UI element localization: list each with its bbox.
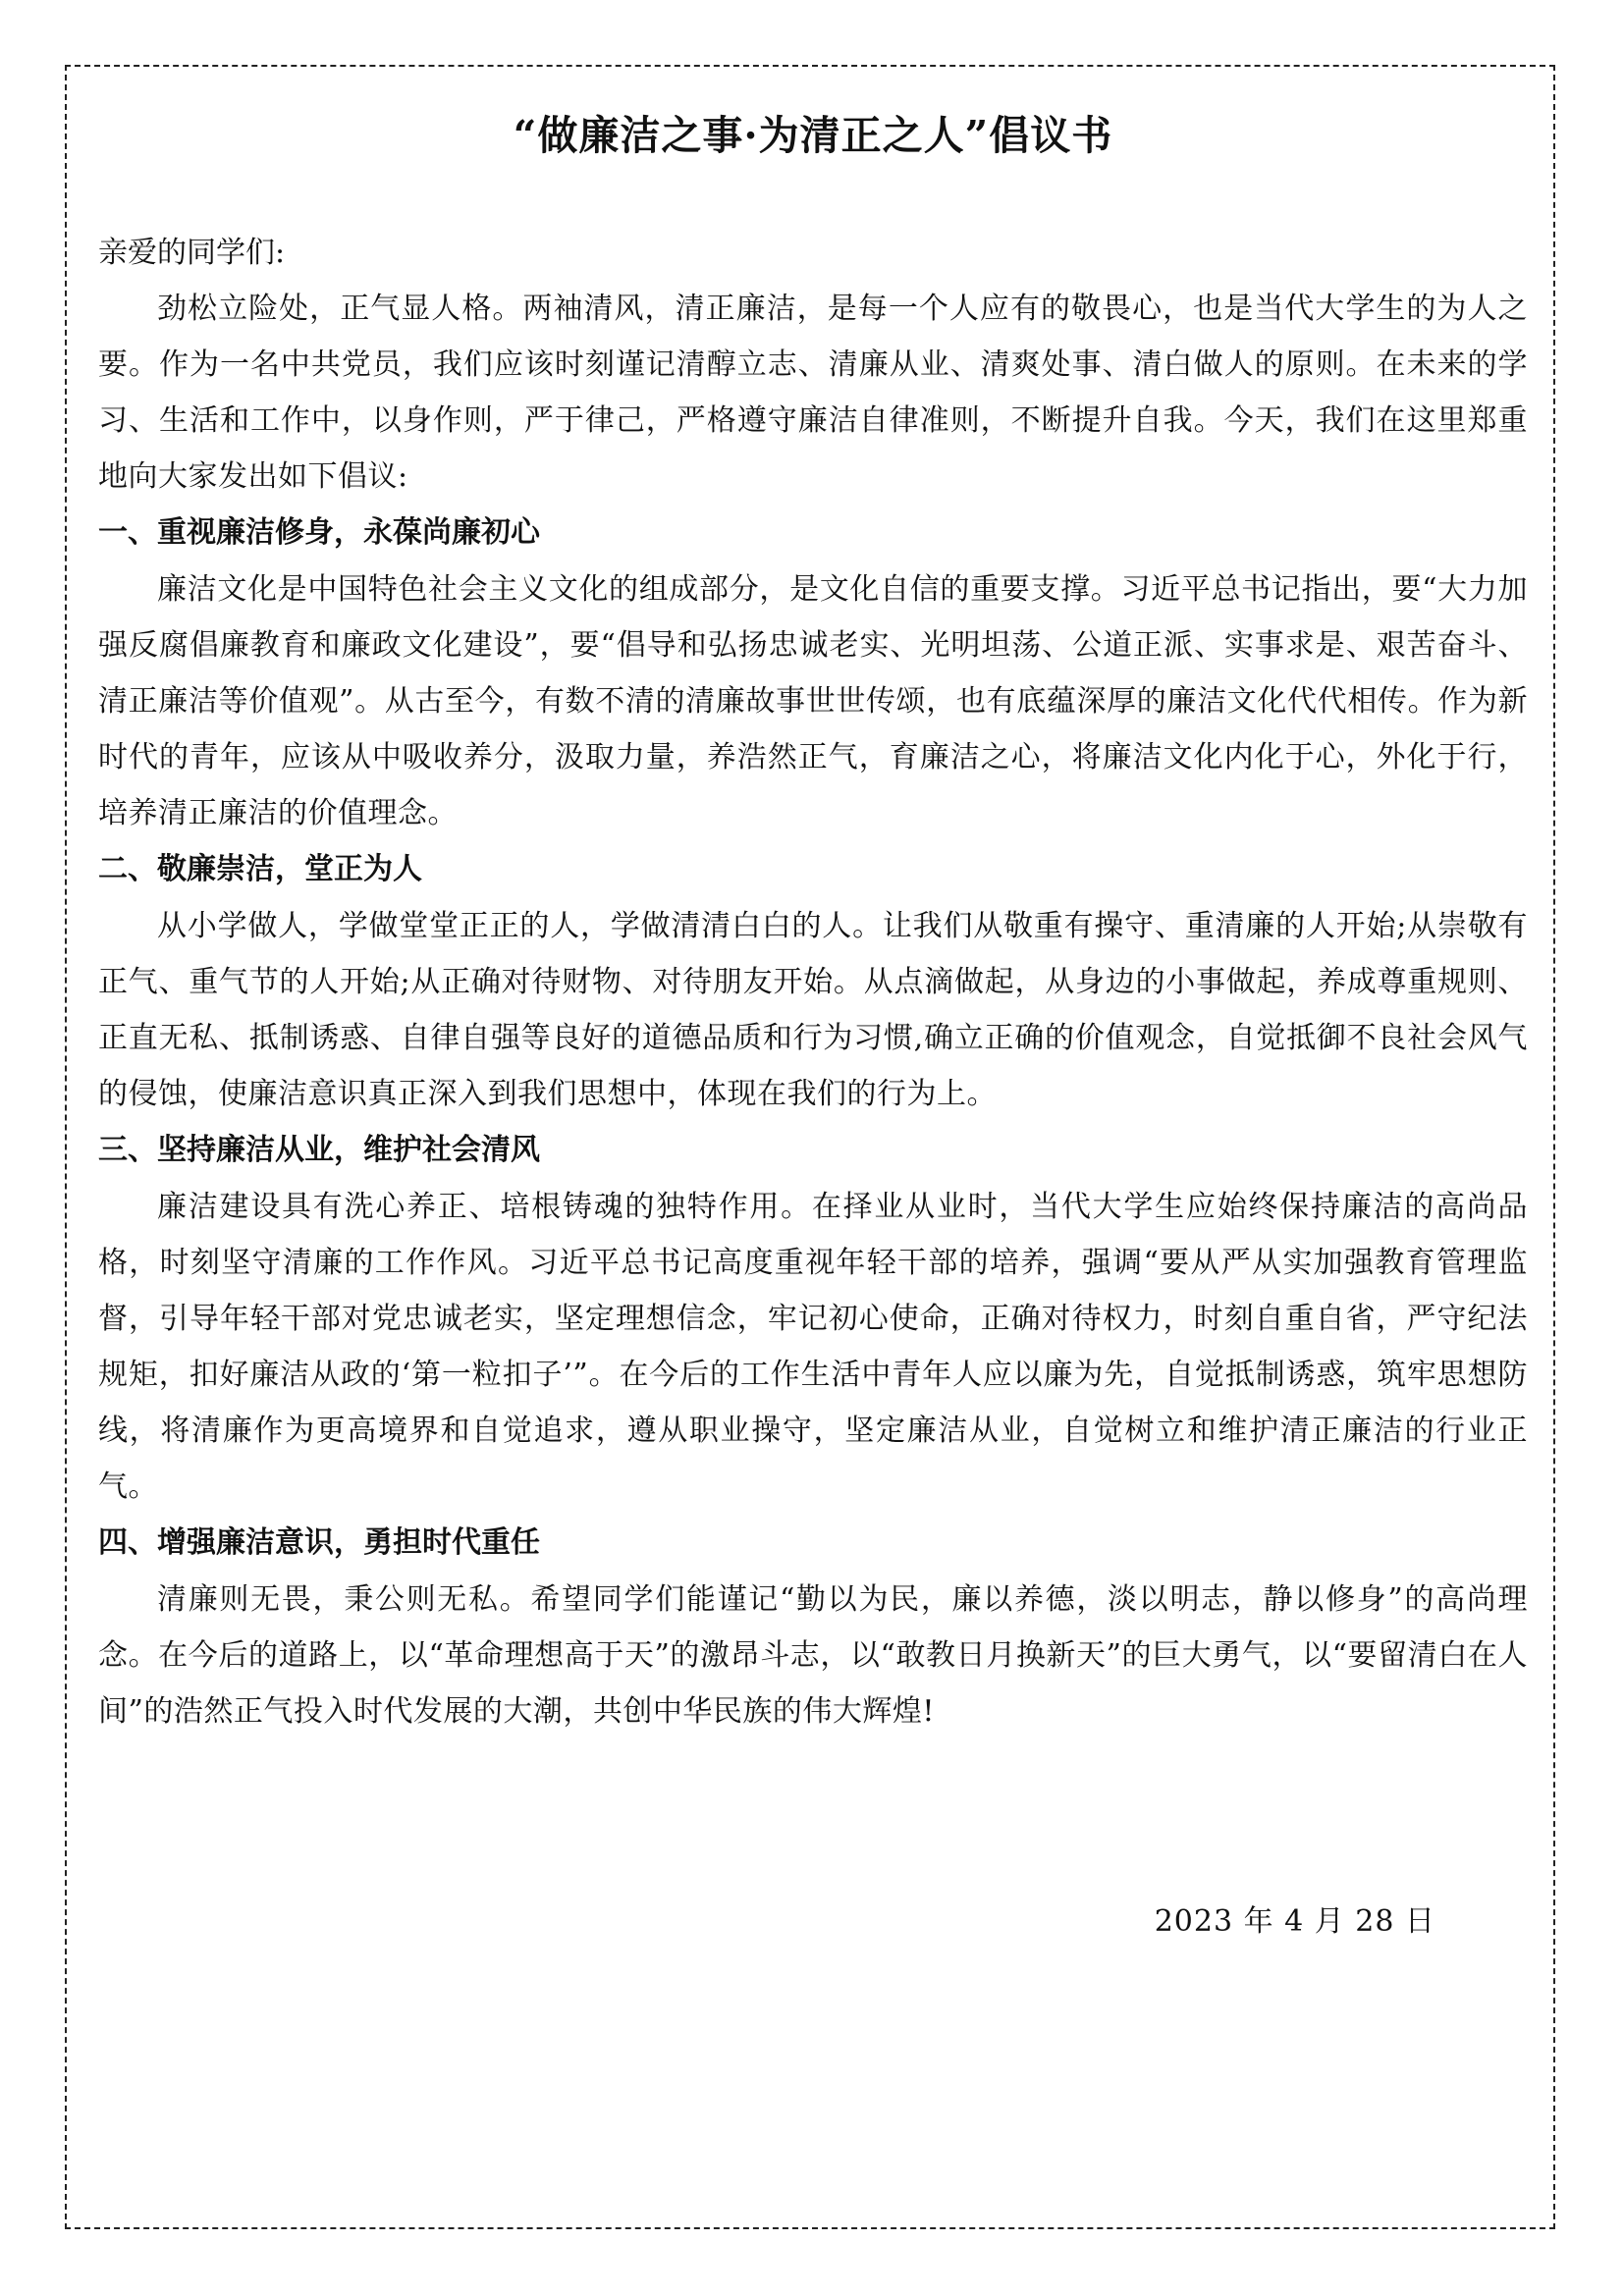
section-body-1: 廉洁文化是中国特色社会主义文化的组成部分，是文化自信的重要支撑。习近平总书记指出，要“大力加强反腐倡廉教育和廉政文化建设”，要“倡导和弘扬忠诚老实、光明坦荡、公道正派、实事求是、艰苦奋斗、清正廉洁等价值观”。从古至今，有数不清的清廉故事世世传颂，也有底蕴深厚的廉洁文化代代相传。作为新时代的青年，应该从中吸收养分，汲取力量，养浩然正气，育廉洁之心，将廉洁文化内化于心，外化于行，培养清正廉洁的价值理念。	[98, 572, 1528, 830]
section-heading-2: 二、敬廉崇洁，堂正为人	[98, 852, 422, 886]
salutation: 亲爱的同学们:	[98, 236, 286, 270]
section-body-2: 从小学做人，学做堂堂正正的人，学做清清白白的人。让我们从敬重有操守、重清廉的人开始;从崇敬有正气、重气节的人开始;从正确对待财物、对待朋友开始。从点滴做起，从身边的小事做起，养成尊重规则、正直无私、抵制诱惑、自律自强等良好的道德品质和行为习惯,确立正确的价值观念，自觉抵御不良社会风气的侵蚀，使廉洁意识真正深入到我们思想中，体现在我们的行为上。	[98, 909, 1528, 1111]
section-heading-3: 三、坚持廉洁从业，维护社会清风	[98, 1133, 540, 1167]
section-body-3: 廉洁建设具有洗心养正、培根铸魂的独特作用。在择业从业时，当代大学生应始终保持廉洁的高尚品格，时刻坚守清廉的工作作风。习近平总书记高度重视年轻干部的培养，强调“要从严从实加强教育管理监督，引导年轻干部对党忠诚老实，坚定理想信念，牢记初心使命，正确对待权力，时刻自重自省，严守纪法规矩，扣好廉洁从政的‘第一粒扣子’”。在今后的工作生活中青年人应以廉为先，自觉抵制诱惑，筑牢思想防线，将清廉作为更高境界和自觉追求，遵从职业操守，坚定廉洁从业，自觉树立和维护清正廉洁的行业正气。	[98, 1190, 1528, 1504]
document-body	[98, 106, 1528, 1739]
document-title: “做廉洁之事·为清正之人”倡议书	[513, 112, 1113, 159]
section-body-4: 清廉则无畏，秉公则无私。希望同学们能谨记“勤以为民，廉以养德，淡以明志，静以修身”的高尚理念。在今后的道路上，以“革命理想高于天”的激昂斗志，以“敢教日月换新天”的巨大勇气，以“要留清白在人间”的浩然正气投入时代发展的大潮，共创中华民族的伟大辉煌!	[98, 1582, 1528, 1729]
intro-paragraph: 劲松立险处，正气显人格。两袖清风，清正廉洁，是每一个人应有的敬畏心，也是当代大学生的为人之要。作为一名中共党员，我们应该时刻谨记清醇立志、清廉从业、清爽处事、清白做人的原则。在未来的学习、生活和工作中，以身作则，严于律己，严格遵守廉洁自律准则，不断提升自我。今天，我们在这里郑重地向大家发出如下倡议:	[98, 292, 1528, 494]
section-heading-4: 四、增强廉洁意识，勇担时代重任	[98, 1525, 540, 1560]
document-date: 2023 年 4 月 28 日	[1154, 1904, 1435, 1939]
section-heading-1: 一、重视廉洁修身，永葆尚廉初心	[98, 515, 540, 550]
